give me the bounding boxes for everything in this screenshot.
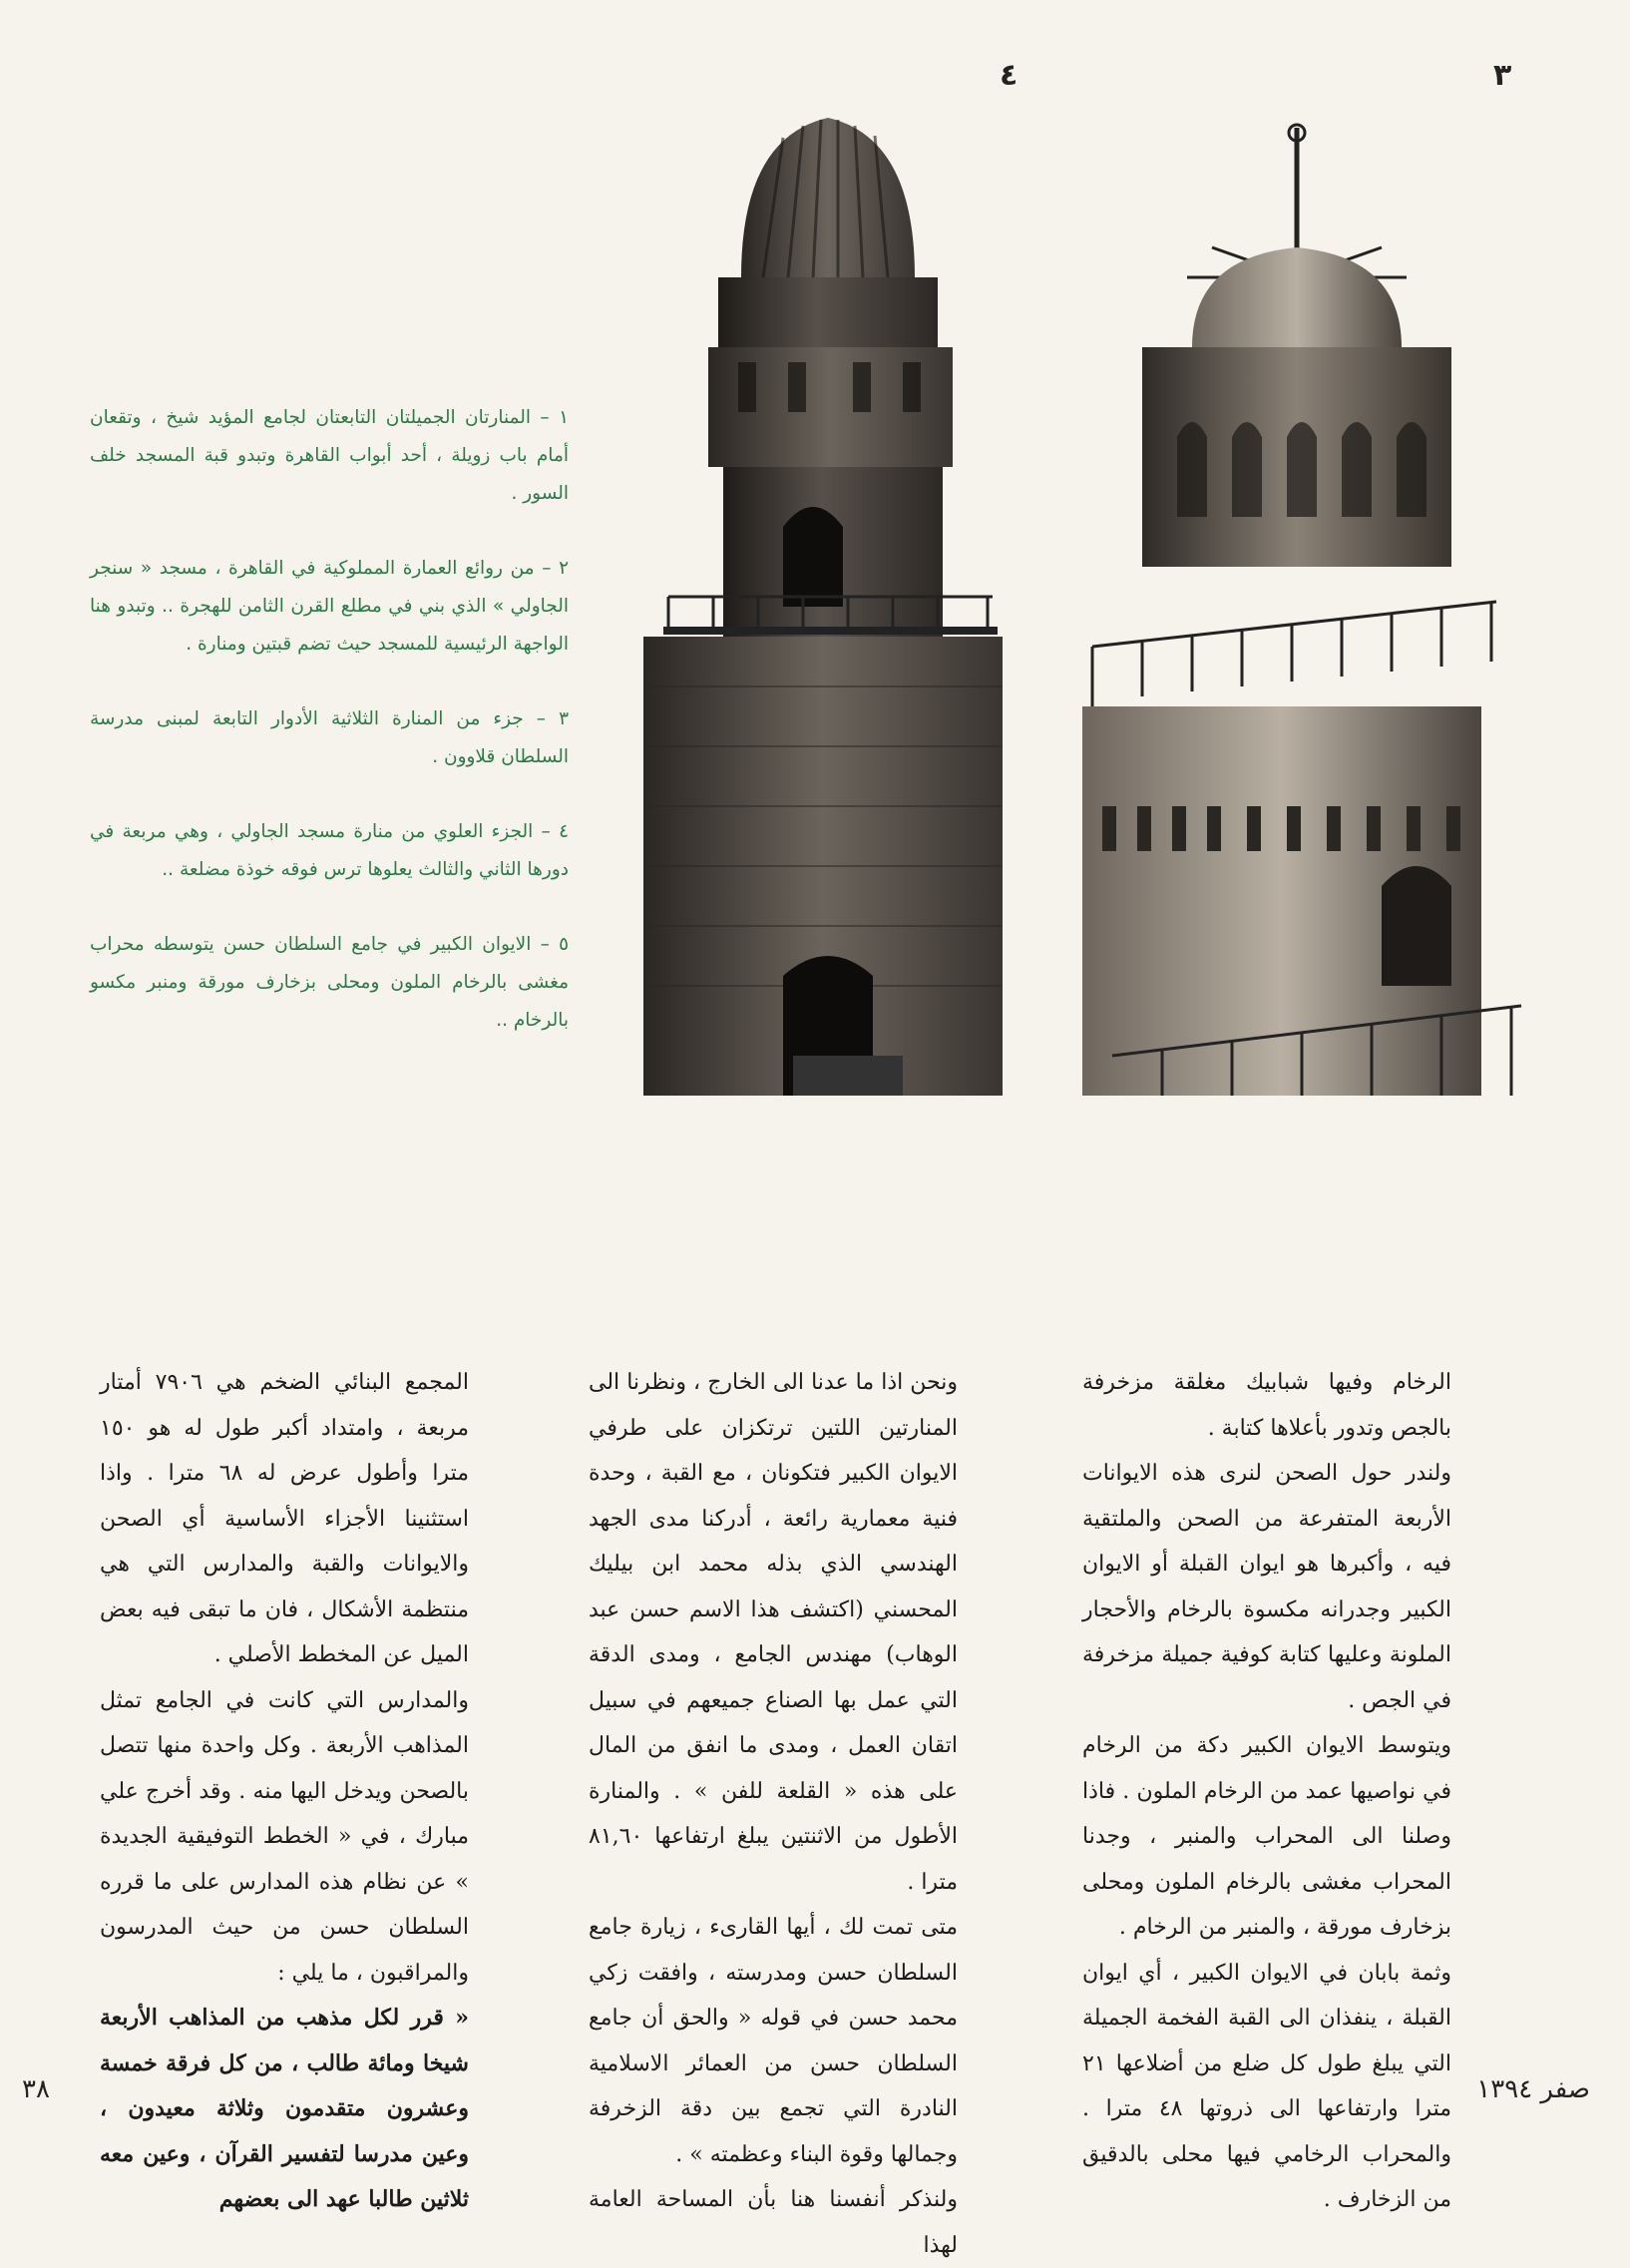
caption-2: ٢ – من روائع العمارة المملوكية في القاهرة ، مسجد « سنجر الجاولي » الذي بني في مطلع القرن الثامن للهجرة .. وتبدو هنا الواجهة الرئيسية للمسجد حيث تضم قبتين ومنارة . <box>90 558 569 655</box>
paragraph: والمدارس التي كانت في الجامع تمثل المذاهب الأربعة . وكل واحدة منها تتصل بالصحن ويدخل اليها منه . وقد أخرج علي مبارك ، في « الخطط التوفيقية الجديدة » عن نظام هذه المدارس على ما قرره السلطان حسن من حيث المدرسون والمراقبون ، ما يلي : <box>100 1687 469 1986</box>
figure-number-4: ٤ <box>1000 58 1019 93</box>
caption-5: ٥ – الايوان الكبير في جامع السلطان حسن يتوسطه محراب مغشى بالرخام الملون ومحلى بزخارف مورقة ومنبر مكسو بالرخام .. <box>90 934 569 1031</box>
caption-4: ٤ – الجزء العلوي من منارة مسجد الجاولي ، وهي مربعة في دورها الثاني والثالث يعلوها ترس فوقه خوذة مضلعة .. <box>90 821 569 880</box>
paragraph: المجمع البنائي الضخم هي ٧٩٠٦ أمتار مربعة ، وامتداد أكبر طول له هو ١٥٠ مترا وأطول عرض له ٦٨ مترا . واذا استثنينا الأجزاء الأساسية أي الصحن والايوانات والقبة والمدارس التي هي منتظمة الأشكال ، فان ما تبقى فيه بعض الميل عن المخطط الأصلي . <box>100 1370 469 1667</box>
caption-1: ١ – المنارتان الجميلتان التابعتان لجامع المؤيد شيخ ، وتقعان أمام باب زويلة ، أحد أبواب القاهرة وتبدو قبة المسجد خلف السور . <box>90 407 569 504</box>
issue-date: صفر ١٣٩٤ <box>1476 2074 1590 2104</box>
minaret-photo-qalawun <box>1082 108 1546 1096</box>
minaret-photo-jawli <box>623 108 1022 1096</box>
quote-bold: « قرر لكل مذهب من المذاهب الأربعة شيخا ومائة طالب ، من كل فرقة خمسة وعشرون متقدمون وثلاثة معيدون ، وعين مدرسا لتفسير القرآن ، وعين معه ثلاثين طالبا عهد الى بعضهم <box>100 2005 469 2212</box>
paragraph: ولندر حول الصحن لنرى هذه الايوانات الأربعة المتفرعة من الصحن والملتقية فيه ، وأكبرها هو ايوان القبلة أو الايوان الكبير وجدرانه مكسوة بالرخام والأحجار الملونة وعليها كتابة كوفية جميلة مزخرفة في الجص . <box>1082 1461 1451 1713</box>
caption-3: ٣ – جزء من المنارة الثلاثية الأدوار التابعة لمبنى مدرسة السلطان قلاوون . <box>90 708 569 767</box>
paragraph: الرخام وفيها شبابيك مغلقة مزخرفة بالجص وتدور بأعلاها كتابة . <box>1082 1370 1451 1441</box>
figure-number-3: ٣ <box>1493 58 1512 93</box>
photo-captions <box>90 399 569 1077</box>
paragraph: ولنذكر أنفسنا هنا بأن المساحة العامة لهذا <box>589 2187 958 2258</box>
paragraph: ونحن اذا ما عدنا الى الخارج ، ونظرنا الى المنارتين اللتين ترتكزان على طرفي الايوان الكبير فتكونان ، مع القبة ، وحدة فنية معمارية رائعة ، أدركنا مدى الجهد الهندسي الذي بذله محمد ابن بيليك المحسني (اكتشف هذا الاسم حسن عبد الوهاب) مهندس الجامع ، ومدى الدقة التي عمل بها الصناع جميعهم في سبيل اتقان العمل ، ومدى ما انفق من المال على هذه « القلعة للفن » . والمنارة الأطول من الاثنتين يبلغ ارتفاعها ٨١,٦٠ مترا . <box>589 1370 958 1895</box>
text-column-right <box>1082 1360 1451 2223</box>
paragraph: ويتوسط الايوان الكبير دكة من الرخام في نواصيها عمد من الرخام الملون . فاذا وصلنا الى المحراب والمنبر ، وجدنا المحراب مغشى بالرخام الملون ومحلى بزخارف مورقة ، والمنبر من الرخام . <box>1082 1733 1451 1940</box>
text-column-left <box>100 1360 469 2223</box>
paragraph: وثمة بابان في الايوان الكبير ، أي ايوان القبلة ، ينفذان الى القبة الفخمة الجميلة التي يبلغ طول كل ضلع من أضلاعها ٢١ مترا وارتفاعها الى ذروتها ٤٨ مترا . والمحراب الرخامي فيها محلى بالدقيق من الزخارف . <box>1082 1960 1451 2212</box>
text-column-middle <box>589 1360 958 2268</box>
paragraph: متى تمت لك ، أيها القارىء ، زيارة جامع السلطان حسن ومدرسته ، وافقت زكي محمد حسن في قوله « والحق أن جامع السلطان حسن من العمائر الاسلامية النادرة التي تجمع بين دقة الزخرفة وجمالها وقوة البناء وعظمته » . <box>589 1915 958 2167</box>
page-number: ٣٨ <box>22 2074 50 2104</box>
